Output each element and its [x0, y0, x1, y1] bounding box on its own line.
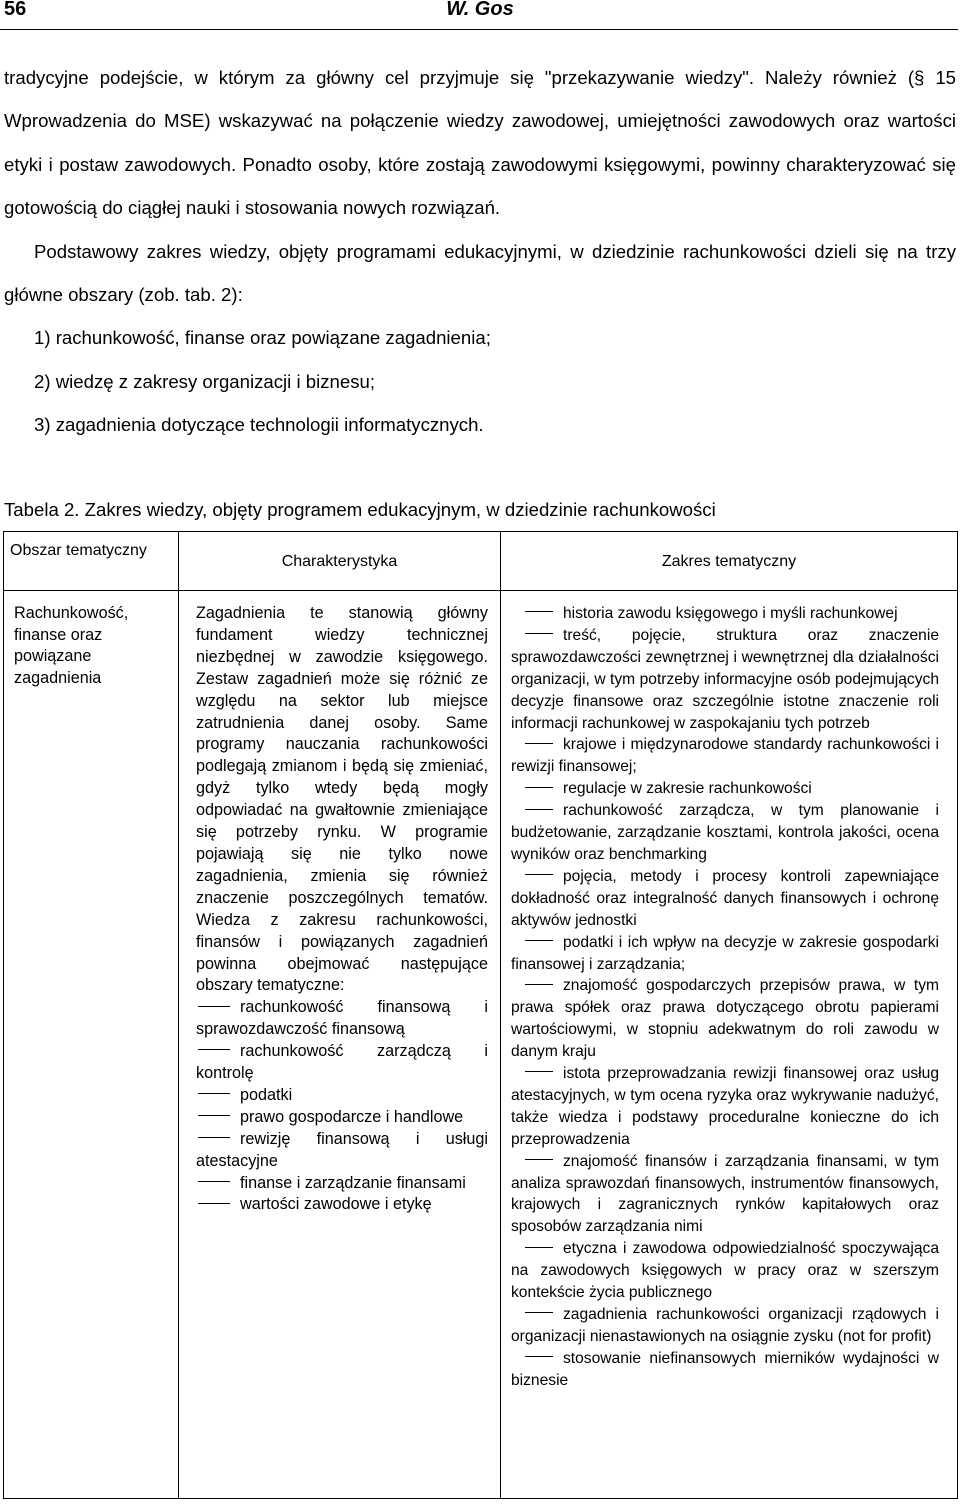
dash-bullet-icon	[525, 633, 553, 634]
dash-list-text: rachunkowość zarządczą i kontrolę	[196, 1042, 488, 1083]
dash-list-text: treść, pojęcie, struktura oraz znaczenie sprawozdawczości zewnętrznej i wewnętrznej dla działalności organizacji, w tym potrzeby informacyjne osób podejmujących decyzje finansowe oraz szczególnie istotne znaczenie roli informacji rachunkowej w zaspokajaniu tych potrzeb	[511, 626, 939, 732]
dash-bullet-icon	[198, 1006, 230, 1007]
dash-list-item	[196, 1129, 488, 1173]
dash-list-text: znajomość finansów i zarządzania finansami, w tym analiza sprawozdań finansowych, instrumentów finansowych, krajowych i zagranicznych rynków kapitałowych oraz sposobów zarządzania nimi	[511, 1152, 939, 1236]
dash-list-item	[511, 1151, 939, 1239]
dash-list-text: etyczna i zawodowa odpowiedzialność spoczywająca na zawodowych księgowych w pracy oraz w szerszym kontekście życia publicznego	[511, 1240, 939, 1302]
dash-list-text: historia zawodu księgowego i myśli rachunkowej	[563, 605, 898, 622]
header-rule	[0, 29, 958, 30]
dash-list-item	[511, 603, 939, 625]
dash-list-item	[196, 1194, 488, 1216]
characteristics-cell	[179, 591, 501, 1499]
characteristics-list	[196, 997, 488, 1216]
dash-list-item	[196, 1041, 488, 1085]
paragraph-1: tradycyjne podejście, w którym za główny cel przyjmuje się "przekazywanie wiedzy". Należy również (§ 15 Wprowadzenia do MSE) wskazywać na połączenie wiedzy zawodowej, umiejętności zawodowych oraz wartości etyki i postaw zawodowych. Ponadto osoby, które zostają zawodowymi księgowymi, powinny charakteryzować się gotowością do ciągłej nauki i stosowania nowych rozwiązań.	[4, 67, 956, 219]
dash-list-text: rachunkowość zarządcza, w tym planowanie i budżetowanie, zarządzanie kosztami, kontrola jakości, ocena wyników oraz benchmarking	[511, 802, 939, 863]
scope-list	[511, 603, 939, 1392]
dash-bullet-icon	[525, 1159, 553, 1160]
page-number: 56	[4, 0, 27, 20]
dash-bullet-icon	[525, 1247, 553, 1248]
page-header	[0, 0, 960, 32]
dash-list-text: stosowanie niefinansowych mierników wydajności w biznesie	[511, 1349, 939, 1389]
dash-list-item	[511, 975, 939, 1063]
knowledge-table	[3, 531, 958, 1499]
dash-bullet-icon	[525, 940, 553, 941]
header-characteristics: Charakterystyka	[179, 532, 501, 591]
dash-bullet-icon	[525, 874, 553, 875]
list-item-3: 3) zagadnienia dotyczące technologii informatycznych.	[34, 414, 484, 436]
dash-list-text: finanse i zarządzanie finansami	[240, 1173, 466, 1192]
dash-bullet-icon	[525, 1071, 553, 1072]
dash-list-item	[511, 1238, 939, 1304]
dash-list-item	[196, 1173, 488, 1195]
characteristics-text: Zagadnienia te stanowią główny fundament wiedzy technicznej niezbędnej w zawodzie księgowego. Zestaw zagadnień może się różnić ze względu na sektor lub miejsce zatrudnienia danej osoby. Same programy nauczania rachunkowości podlegają zmianom i będą się zmieniać, gdyż tylko wtedy będą mogły odpowiadać na gwałtownie zmieniające się potrzeby rynku. W programie pojawiają się nie tylko nowe zagadnienia, zmienia się również znaczenie poszczególnych tematów. Wiedza z zakresu rachunkowości, finansów i powiązanych zagadnień powinna obejmować następujące obszary tematyczne:	[196, 604, 488, 995]
header-scope: Zakres tematyczny	[501, 532, 958, 591]
dash-list-text: krajowe i międzynarodowe standardy rachunkowości i rewizji finansowej;	[511, 736, 939, 776]
running-head: W. Gos	[446, 0, 514, 20]
table-row	[4, 591, 958, 1499]
dash-list-item	[511, 1304, 939, 1348]
dash-list-text: regulacje w zakresie rachunkowości	[563, 780, 812, 798]
dash-list-item	[511, 734, 939, 778]
dash-list-item	[511, 800, 939, 866]
dash-list-item	[196, 1085, 488, 1107]
area-cell: Rachunkowość, finanse oraz powiązane zagadnienia	[4, 591, 179, 1499]
dash-bullet-icon	[198, 1093, 230, 1094]
dash-list-text: rachunkowość finansową i sprawozdawczość finansową	[196, 998, 488, 1039]
list-item-2: 2) wiedzę z zakresy organizacji i biznesu;	[34, 370, 376, 392]
dash-list-text: rewizję finansową i usługi atestacyjne	[196, 1129, 488, 1170]
dash-bullet-icon	[525, 743, 553, 744]
table-header-row	[4, 532, 958, 591]
dash-list-text: podatki	[240, 1085, 293, 1104]
dash-bullet-icon	[198, 1049, 230, 1050]
dash-list-text: wartości zawodowe i etykę	[240, 1195, 432, 1214]
dash-list-item	[511, 1063, 939, 1151]
dash-list-item	[511, 866, 939, 932]
dash-bullet-icon	[198, 1181, 230, 1182]
header-area: Obszar tematyczny	[4, 532, 179, 591]
dash-list-text: podatki i ich wpływ na decyzje w zakresie gospodarki finansowej i zarządzania;	[511, 933, 939, 973]
dash-list-text: istota przeprowadzania rewizji finansowej oraz usług atestacyjnych, w tym ocena ryzyka oraz wykrywanie nadużyć, także wiedza i podstawy proceduralne konieczne do ich przeprowadzenia	[511, 1065, 939, 1148]
dash-list-item	[511, 1348, 939, 1392]
dash-bullet-icon	[525, 787, 553, 788]
dash-bullet-icon	[525, 809, 553, 810]
dash-bullet-icon	[525, 611, 553, 612]
dash-bullet-icon	[525, 1312, 553, 1313]
dash-bullet-icon	[198, 1115, 230, 1116]
dash-list-item	[511, 932, 939, 976]
dash-bullet-icon	[525, 984, 553, 985]
body-text	[4, 56, 956, 447]
dash-list-item	[196, 997, 488, 1041]
dash-list-text: pojęcia, metody i procesy kontroli zapewniające dokładność oraz integralność danych finansowych i ochronę aktywów jednostki	[511, 867, 939, 929]
dash-bullet-icon	[525, 1356, 553, 1357]
dash-list-text: prawo gospodarcze i handlowe	[240, 1107, 464, 1126]
list-item-1: 1) rachunkowość, finanse oraz powiązane zagadnienia;	[34, 327, 491, 349]
scope-cell	[501, 591, 958, 1499]
dash-list-item	[196, 1107, 488, 1129]
dash-bullet-icon	[198, 1203, 230, 1204]
dash-bullet-icon	[198, 1137, 230, 1138]
paragraph-2: Podstawowy zakres wiedzy, objęty programami edukacyjnymi, w dziedzinie rachunkowości dzieli się na trzy główne obszary (zob. tab. 2):	[4, 240, 956, 306]
dash-list-item	[511, 625, 939, 735]
dash-list-item	[511, 778, 939, 800]
table-caption: Tabela 2. Zakres wiedzy, objęty programem edukacyjnym, w dziedzinie rachunkowości	[4, 499, 716, 520]
dash-list-text: znajomość gospodarczych przepisów prawa, w tym prawa spółek oraz prawa dotyczącego obrotu papierami wartościowymi, w stopniu adekwatnym do roli zawodu w danym kraju	[511, 977, 939, 1061]
dash-list-text: zagadnienia rachunkowości organizacji rządowych i organizacji nienastawionych na osiągnie zysku (not for profit)	[511, 1306, 939, 1345]
